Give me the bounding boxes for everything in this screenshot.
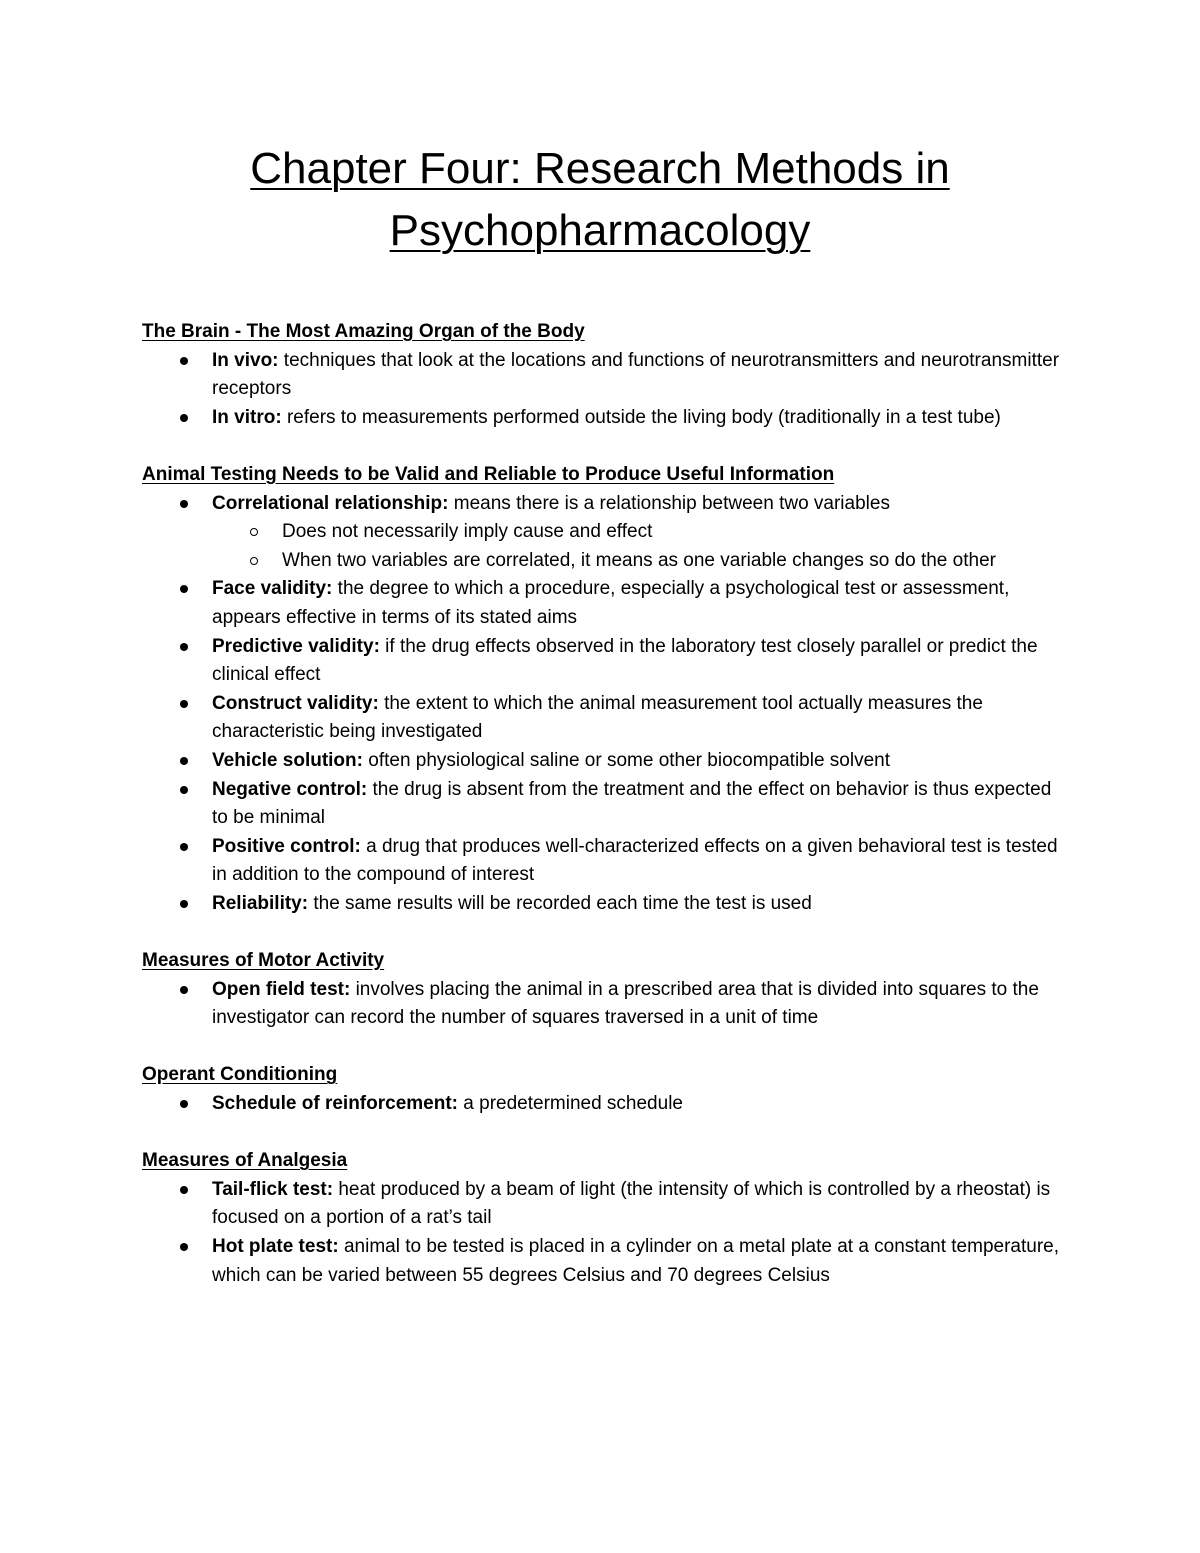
bullet-icon [180, 357, 188, 365]
term: Negative control: [212, 778, 368, 800]
definition: often physiological saline or some other biocompatible solvent [362, 749, 891, 771]
bullet-icon [180, 1100, 188, 1108]
section-heading: Operant Conditioning [142, 1064, 338, 1086]
list-item [142, 690, 1062, 747]
section-animal-testing [142, 461, 1062, 919]
term: Open field test: [212, 978, 351, 1000]
section-motor-activity [142, 947, 1062, 1033]
section-brain [142, 318, 1062, 432]
term: Hot plate test: [212, 1236, 339, 1257]
term: Vehicle solution: [212, 749, 363, 771]
list-item [142, 404, 1062, 433]
definition: means there is a relationship between two variables [448, 492, 890, 514]
bullet-icon [180, 585, 188, 593]
definition: heat produced by a beam of light (the intensity of which is controlled by a rheostat) is focused on a portion of a rat’s tail [212, 1178, 1051, 1229]
term: Reliability: [212, 892, 309, 914]
list-item [142, 833, 1062, 890]
term: Face validity: [212, 578, 333, 600]
definition: a drug that produces well-characterized effects on a given behavioral test is tested in addition to the compound of interest [212, 835, 1058, 886]
section-analgesia [142, 1147, 1062, 1290]
list-item [142, 976, 1062, 1033]
sub-bullet-list [212, 518, 1062, 575]
bullet-list [142, 490, 1062, 919]
list-item [142, 1176, 1062, 1233]
term: In vivo: [212, 349, 279, 371]
term: Construct validity: [212, 692, 379, 714]
bullet-icon [180, 1243, 188, 1251]
definition: a predetermined schedule [458, 1093, 683, 1115]
list-item [142, 1090, 1062, 1119]
sub-list-item [212, 547, 1062, 576]
definition: involves placing the animal in a prescribed area that is divided into squares to the investigator can record the number of squares traversed in a unit of time [212, 978, 1039, 1029]
term: Predictive validity: [212, 635, 380, 657]
document-body [142, 318, 1062, 1319]
term: Tail-flick test: [212, 1178, 334, 1200]
title-line-2: Psychopharmacology [389, 206, 811, 255]
definition: the same results will be recorded each time the test is used [308, 892, 812, 914]
term: Schedule of reinforcement: [212, 1093, 458, 1115]
definition: the degree to which a procedure, especially a psychological test or assessment, appears effective in terms of its stated aims [212, 578, 1010, 628]
section-heading: Animal Testing Needs to be Valid and Reliable to Produce Useful Information [142, 463, 835, 485]
title-line-1: Chapter Four: Research Methods in [250, 144, 950, 193]
list-item [142, 747, 1062, 776]
list-item [142, 890, 1062, 919]
definition: the extent to which the animal measurement tool actually measures the characteristic being investigated [212, 692, 983, 743]
list-item [142, 347, 1062, 404]
list-item [142, 575, 1062, 632]
bullet-icon [180, 643, 188, 651]
term: In vitro: [212, 406, 282, 428]
section-heading: Measures of Motor Activity [142, 950, 385, 972]
bullet-list [142, 347, 1062, 433]
section-operant-conditioning [142, 1061, 1062, 1118]
bullet-icon [180, 986, 188, 994]
section-heading: The Brain - The Most Amazing Organ of the Body [142, 321, 585, 342]
bullet-list [142, 1090, 1062, 1119]
definition: the drug is absent from the treatment and the effect on behavior is thus expected to be minimal [212, 778, 1052, 829]
page-title [0, 138, 1200, 262]
bullet-icon [180, 500, 188, 508]
sub-list-item [212, 518, 1062, 547]
bullet-icon [180, 757, 188, 765]
bullet-list [142, 976, 1062, 1033]
list-item [142, 776, 1062, 833]
list-item [142, 633, 1062, 690]
definition: techniques that look at the locations and functions of neurotransmitters and neurotransmitter receptors [212, 349, 1060, 400]
bullet-icon [180, 786, 188, 794]
bullet-icon [180, 843, 188, 851]
sub-item-text: When two variables are correlated, it means as one variable changes so do the other [282, 549, 996, 571]
bullet-icon [180, 900, 188, 908]
section-heading: Measures of Analgesia [142, 1150, 348, 1172]
hollow-bullet-icon [250, 557, 258, 565]
definition: refers to measurements performed outside the living body (traditionally in a test tube) [281, 406, 1001, 428]
definition: if the drug effects observed in the laboratory test closely parallel or predict the clinical effect [212, 635, 1038, 686]
list-item [142, 490, 1062, 576]
sub-item-text: Does not necessarily imply cause and effect [282, 521, 653, 543]
hollow-bullet-icon [250, 528, 258, 536]
list-item [142, 1233, 1062, 1290]
bullet-icon [180, 414, 188, 422]
bullet-list [142, 1176, 1062, 1290]
definition: animal to be tested is placed in a cylinder on a metal plate at a constant temperature, which can be varied between 55 degrees Celsius and 70 degrees Celsius [212, 1236, 1059, 1286]
term: Correlational relationship: [212, 492, 449, 514]
term: Positive control: [212, 835, 361, 857]
bullet-icon [180, 700, 188, 708]
bullet-icon [180, 1186, 188, 1194]
